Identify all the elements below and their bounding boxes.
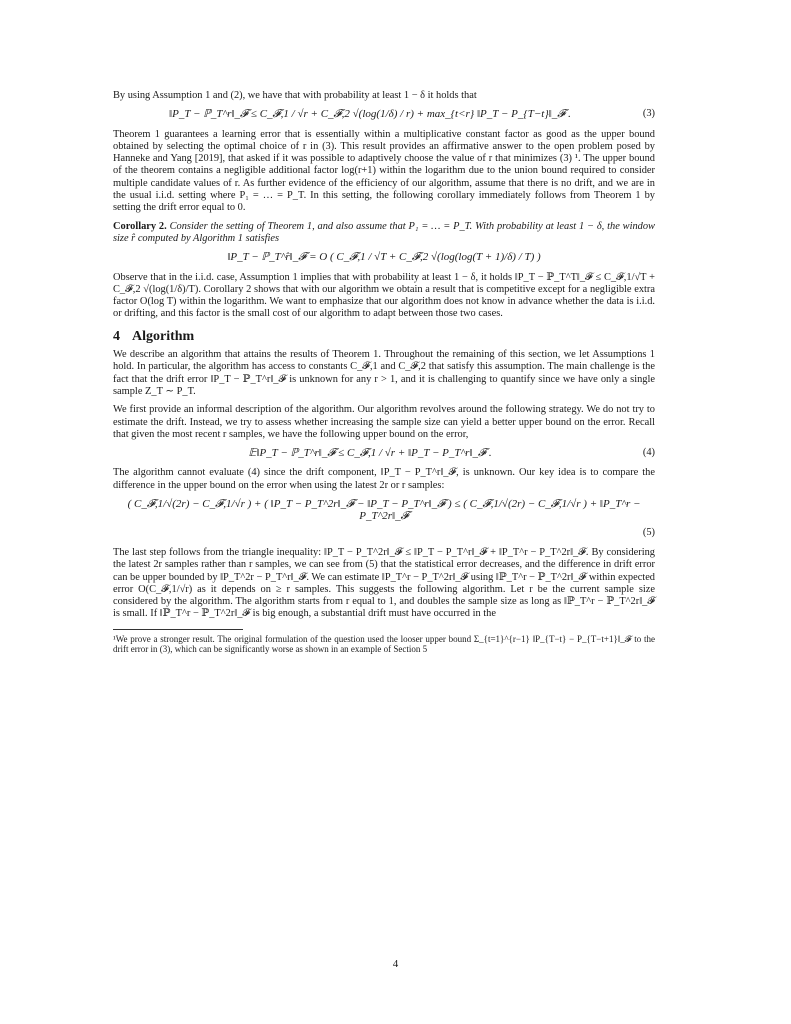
page-number: 4 [392,958,399,970]
footnote: ¹We prove a stronger result. The original formulation of the question used the looser upper bound Σ_{t=1}^{r−1} ‖P_{T−t} − P_{T−t+1}‖_𝓕 to the drift error in (3), which can be significantly worse as shown in an example of Section 5 [113,633,655,655]
corollary-text: Consider the setting of Theorem 1, and also assume that P₁ = … = P_T. With probability at least 1 − δ, the window size r̂ computed by Algorithm 1 satisfies [113,220,655,244]
equation-4 [113,447,655,459]
corollary-2 [113,221,655,246]
equation-4-number: (4) [642,447,655,459]
equation-4-body: 𝔼‖P_T − ℙ_T^r‖_𝓕 ≤ C_𝓕,1 / √r + ‖P_T − P_T^r‖_𝓕 . [248,447,492,460]
section-heading [113,328,655,344]
footnote-rule [113,629,243,630]
equation-corollary [113,251,655,263]
equation-3-number: (3) [642,108,655,120]
paper-page [113,90,655,655]
equation-corollary-body: ‖P_T − ℙ_T^r̂‖_𝓕 = O ( C_𝓕,1 / √T + C_𝓕,2 √(log(log(T + 1)/δ) / T) ) [227,251,541,264]
algorithm-paragraph-1: We describe an algorithm that attains the results of Theorem 1. Throughout the remaining of this section, we let Assumptions 1 hold. In particular, the algorithm has access to constants C_𝓕,1 and C_𝓕,2 that satisfy this assumption. The main challenge is the fact that the drift error ‖P_T − ℙ_T^r‖_𝓕 is unknown for any r > 1, and it is challenging to quantify since we have only a single sample Z_T ∼ P_T. [113,349,655,397]
theorem-discussion-paragraph: Theorem 1 guarantees a learning error that is essentially within a multiplicative constant factor as good as the upper bound obtained by selecting the optimal choice of r in (3). This result provides an affirmative answer to the open problem posed by Hanneke and Yang [2019], that asked if it was possible to adaptively choose the value of r that minimizes (3) ¹. The upper bound of the theorem contains a negligible additional factor log(r+1) within the logarithm due to the union bound required to consider multiple candidate values of r. As further evidence of the efficiency of our algorithm, assume that there is no drift, and we are in the usual i.i.d. setting where P₁ = … = P_T. In this setting, the following corollary immediately follows from Theorem 1 by setting the drift error equal to 0. [113,128,655,214]
equation-5-body: ( C_𝓕,1/√(2r) − C_𝓕,1/√r ) + ( ‖P_T − P_T^2r‖_𝓕 − ‖P_T − P_T^r‖_𝓕 ) ≤ ( C_𝓕,1/√(2r) − C_𝓕,1/√r ) + ‖P_T^r − P_T^2r‖_𝓕 [127,498,641,523]
algorithm-paragraph-2: We first provide an informal description of the algorithm. Our algorithm revolves around the following strategy. We do not try to estimate the drift. Instead, we try to assess whether increasing the sample size can yield a better upper bound on the error. Recall that given the most recent r samples, we have the following upper bound on the error, [113,404,655,440]
section-number: 4 [113,328,120,344]
corollary-heading: Corollary 2. [113,220,167,232]
equation-5-number: (5) [642,526,655,538]
equation-3-body: ‖P_T − ℙ_T^r‖_𝓕 ≤ C_𝓕,1 / √r + C_𝓕,2 √(log(1/δ) / r) + max_{t<r} ‖P_T − P_{T−t}‖_𝓕 . [169,108,571,121]
iid-paragraph: Observe that in the i.i.d. case, Assumption 1 implies that with probability at least 1 − δ, it holds ‖P_T − ℙ_T^T‖_𝓕 ≤ C_𝓕,1/√T + C_𝓕,2 √(log(1/δ)/T). Corollary 2 shows that with our algorithm we obtain a result that is competitive except for a negligible extra factor O(log T) within the logarithm. We want to emphasize that our algorithm does not know in advance whether the data is i.i.d. or drifting, and this factor is the small cost of our algorithm to adapt between those two cases. [113,271,655,320]
algorithm-paragraph-3: The algorithm cannot evaluate (4) since the drift component, ‖P_T − P_T^r‖_𝓕, is unknown. Our key idea is to compare the difference in the upper bound on the error when using the latest 2r or r samples: [113,467,655,491]
intro-paragraph: By using Assumption 1 and (2), we have that with probability at least 1 − δ it holds that [113,90,477,101]
section-title: Algorithm [132,328,195,344]
algorithm-paragraph-4: The last step follows from the triangle inequality: ‖P_T − P_T^2r‖_𝓕 ≤ ‖P_T − P_T^r‖_𝓕 + ‖P_T^r − P_T^2r‖_𝓕. By considering the latest 2r samples rather than r samples, we can see from (5) that the statistical error decreases, and the difference in drift error can be upper bounded by ‖P_T^2r − P_T^r‖_𝓕. We can estimate ‖P_T^r − P_T^2r‖_𝓕 using ‖ℙ_T^r − ℙ_T^2r‖_𝓕 within expected error O(C_𝓕,1/√r) as it depends on ≥ r samples. This suggests the following algorithm. Let r be the current sample size considered by the algorithm. The algorithm starts from r equal to 1, and doubles the sample size as long as ‖ℙ_T^r − ℙ_T^2r‖_𝓕 is small. If ‖ℙ_T^r − ℙ_T^2r‖_𝓕 is big enough, a substantial drift must have occurred in the [113,546,655,620]
equation-3 [113,108,655,120]
equation-5 [113,498,655,539]
